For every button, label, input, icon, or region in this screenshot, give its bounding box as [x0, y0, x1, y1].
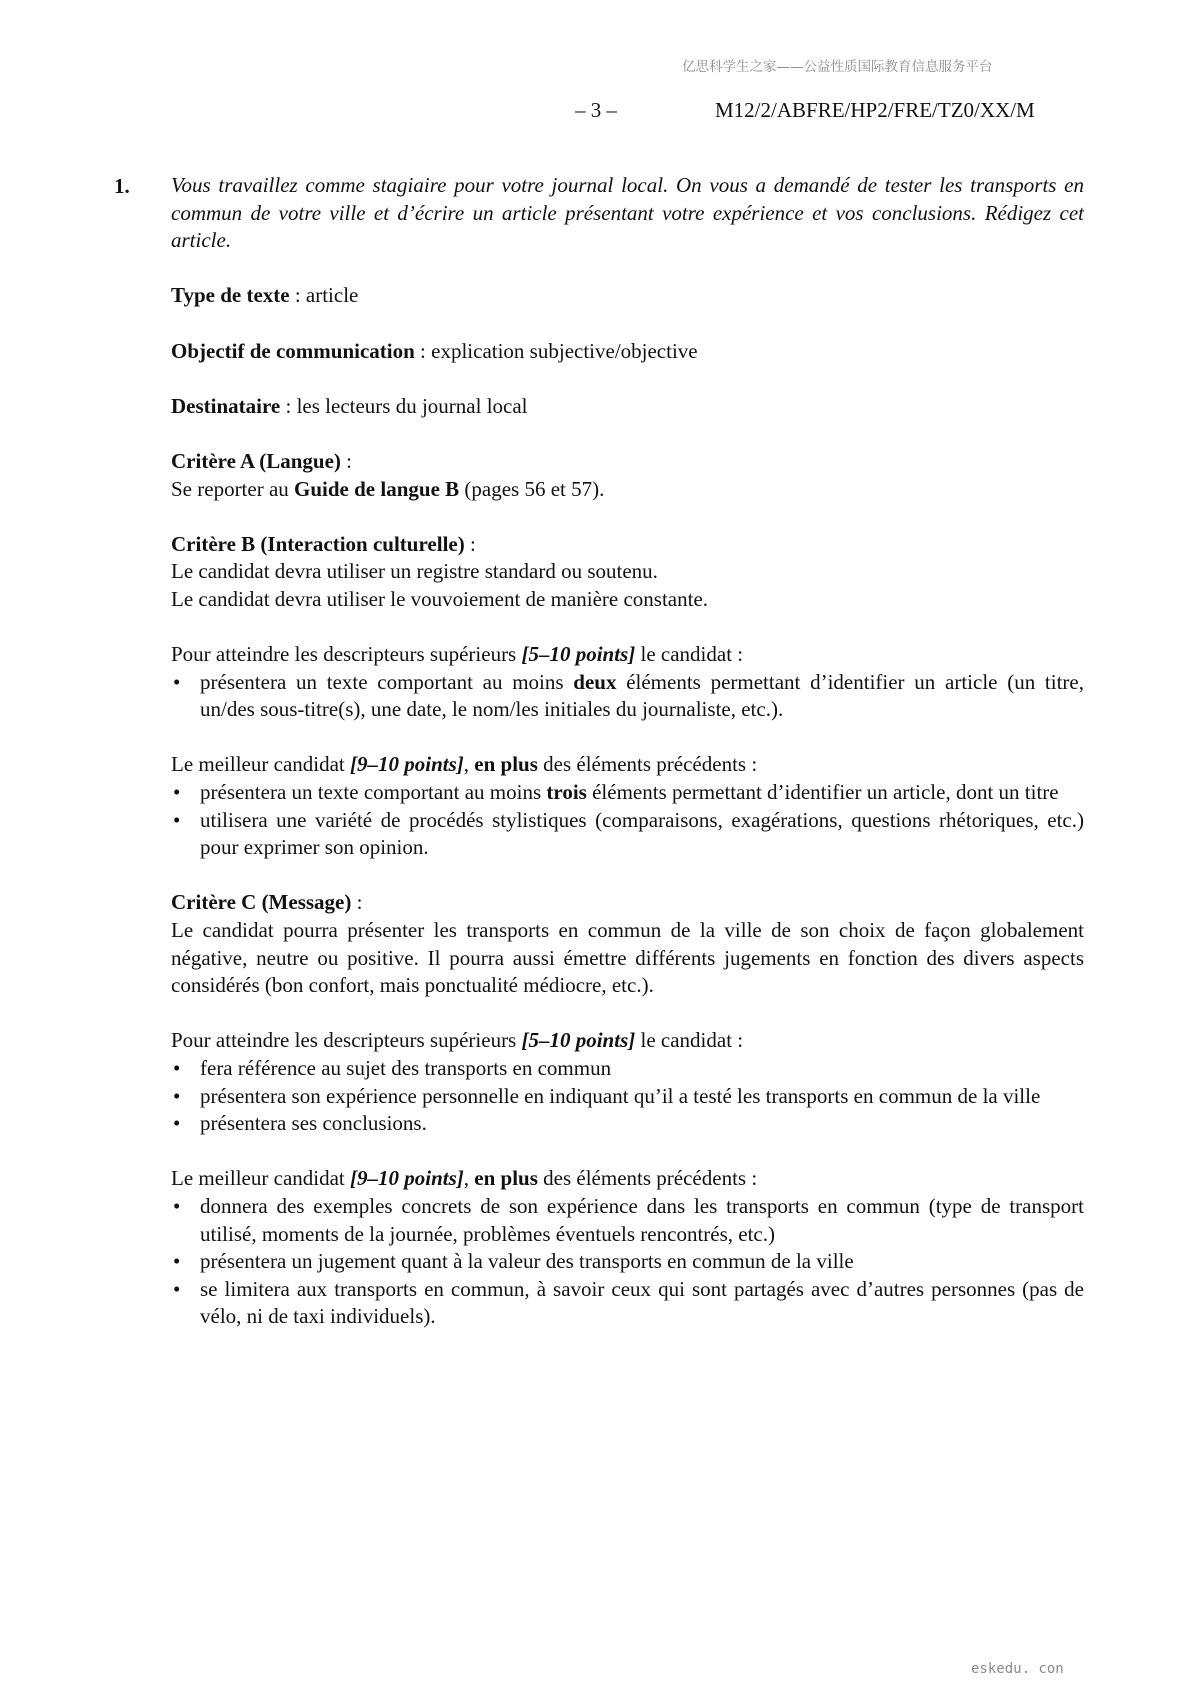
critere-b-title: Critère B (Interaction culturelle): [171, 531, 465, 556]
critere-b-line2: Le candidat devra utiliser le vouvoiement de manière constante.: [171, 586, 709, 611]
critere-b-sup-points: [5–10 points]: [521, 642, 636, 667]
objectif-communication: [171, 338, 1084, 366]
type-value: : article: [289, 283, 359, 308]
critere-c-sup-post: le candidat :: [635, 1028, 744, 1053]
critere-c-best-points: [9–10 points]: [350, 1166, 464, 1191]
type-de-texte: [171, 282, 1084, 310]
critere-b-best-intro: [171, 751, 1084, 779]
type-label: Type de texte: [171, 283, 290, 308]
critere-c-colon: :: [351, 890, 363, 915]
paper-code: M12/2/ABFRE/HP2/FRE/TZ0/XX/M: [715, 98, 1035, 122]
critere-b-line1: Le candidat devra utiliser un registre standard ou soutenu.: [171, 559, 658, 584]
critere-c-best-list: [171, 1193, 1084, 1331]
list-item: • fera référence au sujet des transports en commun: [171, 1055, 1084, 1083]
critere-a-title: Critère A (Langue): [171, 448, 341, 473]
critere-b-best-mid: ,: [463, 752, 475, 777]
list-item: • présentera son expérience personnelle en indiquant qu’il a testé les transports en commun de la ville: [171, 1083, 1084, 1111]
bullet-text-bold: deux: [573, 669, 617, 694]
objectif-value: : explication subjective/objective: [414, 338, 698, 363]
bullet-text-bold: trois: [546, 780, 587, 805]
critere-b-colon: :: [464, 531, 476, 556]
destinataire-label: Destinataire: [171, 393, 281, 418]
critere-b-heading: [171, 531, 1084, 559]
critere-a-colon: :: [340, 448, 353, 473]
critere-c-heading: [171, 889, 1084, 917]
list-item: • utilisera une variété de procédés stylistiques (comparaisons, exagérations, questions rhétoriques, etc.) pour exprimer son opinion.: [171, 807, 1084, 862]
question-prompt: Vous travaillez comme stagiaire pour votre journal local. On vous a demandé de tester les transports en commun de votre ville et d’écrire un article présentant votre expérience et vos conclusions. Rédigez cet article.: [171, 173, 1084, 253]
critere-b-best-points: [9–10 points]: [350, 752, 464, 777]
destinataire: [171, 393, 1084, 421]
critere-c-title: Critère C (Message): [171, 890, 352, 915]
critere-c-sup-points: [5–10 points]: [521, 1028, 636, 1053]
bullet-text-post: éléments permettant d’identifier un article (un titre, un/des sous-titre(s), une date, le nom/les initiales du journaliste, etc.).: [200, 669, 1084, 722]
critere-b-best-bold: en plus: [474, 752, 538, 777]
bullet-text-pre: présentera un texte comportant au moins: [200, 669, 574, 694]
critere-c-best-bold: en plus: [474, 1166, 538, 1191]
critere-b-best-post: des éléments précédents :: [537, 752, 758, 777]
critere-c-best-mid: ,: [463, 1166, 475, 1191]
objectif-label: Objectif de communication: [171, 338, 415, 363]
critere-c-paragraph: Le candidat pourra présenter les transports en commun de la ville de son choix de façon globalement négative, neutre ou positive. Il pourra aussi émettre différents jugements en fonction des divers aspects considérés (bon confort, mais ponctualité médiocre, etc.).: [171, 918, 1084, 998]
critere-a-text-post: (pages 56 et 57).: [459, 476, 605, 501]
critere-a-guide: Guide de langue B: [294, 476, 460, 501]
question-number: 1.: [114, 174, 130, 198]
critere-c-best-post: des éléments précédents :: [537, 1166, 758, 1191]
critere-c-best-pre: Le meilleur candidat: [171, 1166, 351, 1191]
watermark-text: 亿思科学生之家——公益性质国际教育信息服务平台: [682, 59, 993, 75]
critere-c-sup-intro: [171, 1027, 1084, 1055]
list-item: • donnera des exemples concrets de son expérience dans les transports en commun (type de transport utilisé, moments de la journée, problèmes éventuels rencontrés, etc.): [171, 1193, 1084, 1248]
critere-b-best-pre: Le meilleur candidat: [171, 752, 351, 777]
critere-c-best-intro: [171, 1165, 1084, 1193]
list-item: • présentera un jugement quant à la valeur des transports en commun de la ville: [171, 1248, 1084, 1276]
critere-b-sup-pre: Pour atteindre les descripteurs supérieurs: [171, 642, 522, 667]
bullet-text-pre: présentera un texte comportant au moins: [200, 780, 547, 805]
critere-b-sup-list: [171, 669, 1084, 724]
bullet-text-post: éléments permettant d’identifier un article, dont un titre: [586, 780, 1059, 805]
list-item: [171, 669, 1084, 724]
critere-a-text-pre: Se reporter au: [171, 476, 295, 501]
critere-b-best-list: [171, 779, 1084, 862]
critere-b-sup-intro: [171, 641, 1084, 669]
destinataire-value: : les lecteurs du journal local: [280, 393, 528, 418]
markscheme-content: [171, 172, 1084, 1331]
page-number: – 3 –: [575, 98, 617, 122]
list-item: • présentera ses conclusions.: [171, 1110, 1084, 1138]
critere-a-text: [171, 476, 1084, 504]
critere-b-sup-post: le candidat :: [635, 642, 744, 667]
critere-c-sup-pre: Pour atteindre les descripteurs supérieurs: [171, 1028, 522, 1053]
footer-site: eskedu. con: [971, 1661, 1064, 1677]
critere-a-heading: [171, 448, 1084, 476]
list-item: [171, 779, 1084, 807]
critere-c-sup-list: [171, 1055, 1084, 1138]
list-item: • se limitera aux transports en commun, à savoir ceux qui sont partagés avec d’autres personnes (pas de vélo, ni de taxi individuels).: [171, 1276, 1084, 1331]
